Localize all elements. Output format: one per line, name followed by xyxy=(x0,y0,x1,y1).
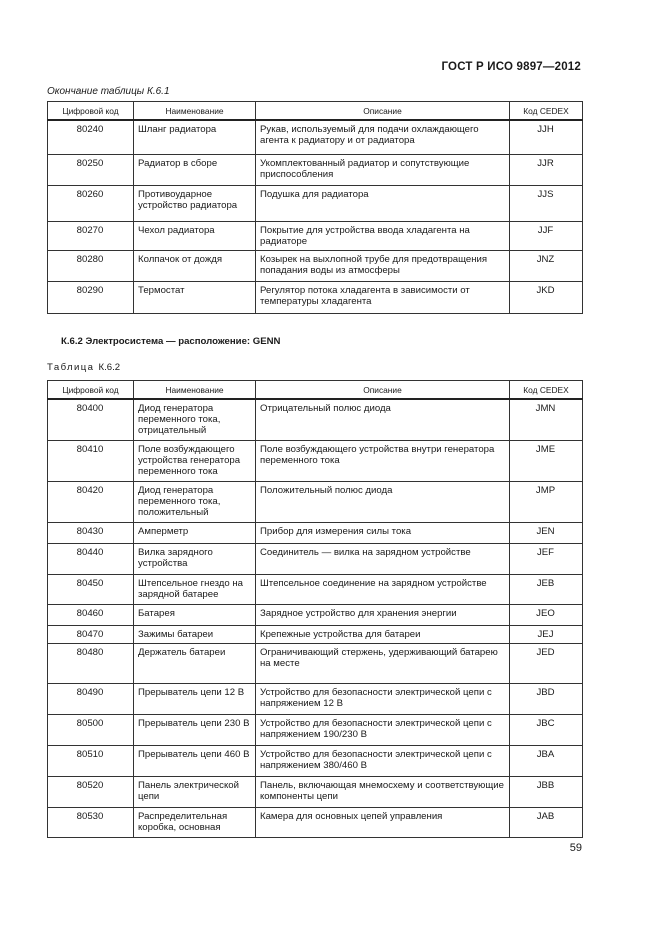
cell-cedex: JBD xyxy=(510,683,583,714)
cell-cedex: JEO xyxy=(510,604,583,625)
cell-code: 80430 xyxy=(48,522,134,543)
cell-code: 80460 xyxy=(48,604,134,625)
cell-name: Чехол радиатора xyxy=(134,221,256,250)
table-row xyxy=(48,543,583,574)
cell-cedex: JKD xyxy=(510,281,583,313)
cell-cedex: JJS xyxy=(510,185,583,221)
cell-code: 80250 xyxy=(48,154,134,185)
table2-caption-number: К.6.2 xyxy=(98,362,121,373)
cell-code: 80470 xyxy=(48,625,134,643)
cell-name: Поле возбуждающего устройства генератора переменного тока xyxy=(134,440,256,481)
cell-cedex: JMN xyxy=(510,399,583,440)
table-row xyxy=(48,522,583,543)
cell-cedex: JJH xyxy=(510,120,583,154)
cell-name: Радиатор в сборе xyxy=(134,154,256,185)
table-row xyxy=(48,574,583,604)
cell-cedex: JJR xyxy=(510,154,583,185)
cell-code: 80240 xyxy=(48,120,134,154)
cell-code: 80490 xyxy=(48,683,134,714)
cell-name: Шланг радиатора xyxy=(134,120,256,154)
cell-description: Положительный полюс диода xyxy=(256,481,510,522)
col-header-description: Описание xyxy=(256,381,510,400)
cell-code: 80280 xyxy=(48,250,134,281)
table-k62 xyxy=(47,380,583,838)
table-row xyxy=(48,221,583,250)
cell-code: 80450 xyxy=(48,574,134,604)
col-header-name: Наименование xyxy=(134,102,256,121)
cell-name: Термостат xyxy=(134,281,256,313)
cell-code: 80400 xyxy=(48,399,134,440)
table-row xyxy=(48,120,583,154)
table-row xyxy=(48,625,583,643)
cell-description: Панель, включающая мнемосхему и соответствующие компоненты цепи xyxy=(256,776,510,807)
cell-description: Крепежные устройства для батареи xyxy=(256,625,510,643)
cell-code: 80510 xyxy=(48,745,134,776)
cell-cedex: JEJ xyxy=(510,625,583,643)
cell-code: 80530 xyxy=(48,807,134,837)
cell-code: 80440 xyxy=(48,543,134,574)
cell-cedex: JEF xyxy=(510,543,583,574)
cell-code: 80290 xyxy=(48,281,134,313)
table-row xyxy=(48,776,583,807)
table-row xyxy=(48,643,583,683)
cell-description: Покрытие для устройства ввода хладагента на радиаторе xyxy=(256,221,510,250)
page-number: 59 xyxy=(569,842,582,854)
cell-cedex: JAB xyxy=(510,807,583,837)
cell-name: Вилка зарядного устройства xyxy=(134,543,256,574)
cell-cedex: JBB xyxy=(510,776,583,807)
cell-cedex: JBA xyxy=(510,745,583,776)
cell-code: 80270 xyxy=(48,221,134,250)
cell-cedex: JMP xyxy=(510,481,583,522)
cell-code: 80420 xyxy=(48,481,134,522)
table-row xyxy=(48,807,583,837)
table-row xyxy=(48,440,583,481)
col-header-cedex: Код CEDEX xyxy=(510,102,583,121)
cell-cedex: JBC xyxy=(510,714,583,745)
cell-description: Штепсельное соединение на зарядном устройстве xyxy=(256,574,510,604)
cell-description: Зарядное устройство для хранения энергии xyxy=(256,604,510,625)
table1-caption: Окончание таблицы К.6.1 xyxy=(47,86,170,97)
table-row xyxy=(48,745,583,776)
cell-description: Устройство для безопасности электрической цепи с напряжением 12 В xyxy=(256,683,510,714)
cell-name: Диод генератора переменного тока, отрицательный xyxy=(134,399,256,440)
table-row xyxy=(48,281,583,313)
cell-name: Распределительная коробка, основная xyxy=(134,807,256,837)
cell-description: Соединитель — вилка на зарядном устройстве xyxy=(256,543,510,574)
table2-caption xyxy=(47,362,120,373)
cell-code: 80480 xyxy=(48,643,134,683)
col-header-cedex: Код CEDEX xyxy=(510,381,583,400)
cell-name: Колпачок от дождя xyxy=(134,250,256,281)
cell-description: Устройство для безопасности электрической цепи с напряжением 380/460 В xyxy=(256,745,510,776)
table-k61-end xyxy=(47,101,583,314)
cell-description: Поле возбуждающего устройства внутри генератора переменного тока xyxy=(256,440,510,481)
table-row xyxy=(48,714,583,745)
table-header-row xyxy=(48,102,583,121)
table-row xyxy=(48,399,583,440)
cell-description: Укомплектованный радиатор и сопутствующие приспособления xyxy=(256,154,510,185)
section-heading: К.6.2 Электросистема — расположение: GENN xyxy=(61,336,281,347)
cell-description: Камера для основных цепей управления xyxy=(256,807,510,837)
table-header-row xyxy=(48,381,583,400)
standard-designation: ГОСТ Р ИСО 9897—2012 xyxy=(441,61,581,73)
cell-name: Прерыватель цепи 12 В xyxy=(134,683,256,714)
col-header-code: Цифровой код xyxy=(48,102,134,121)
cell-description: Ограничивающий стержень, удерживающий батарею на месте xyxy=(256,643,510,683)
table-row xyxy=(48,154,583,185)
cell-description: Регулятор потока хладагента в зависимости от температуры хладагента xyxy=(256,281,510,313)
cell-name: Штепсельное гнездо на зарядной батарее xyxy=(134,574,256,604)
cell-name: Прерыватель цепи 230 В xyxy=(134,714,256,745)
table-row xyxy=(48,481,583,522)
table-row xyxy=(48,604,583,625)
cell-name: Прерыватель цепи 460 В xyxy=(134,745,256,776)
table-row xyxy=(48,683,583,714)
cell-description: Подушка для радиатора xyxy=(256,185,510,221)
cell-code: 80520 xyxy=(48,776,134,807)
cell-cedex: JME xyxy=(510,440,583,481)
cell-cedex: JEN xyxy=(510,522,583,543)
cell-name: Держатель батареи xyxy=(134,643,256,683)
table-row xyxy=(48,250,583,281)
cell-code: 80260 xyxy=(48,185,134,221)
cell-name: Зажимы батареи xyxy=(134,625,256,643)
cell-name: Панель электрической цепи xyxy=(134,776,256,807)
cell-name: Амперметр xyxy=(134,522,256,543)
cell-description: Устройство для безопасности электрической цепи с напряжением 190/230 В xyxy=(256,714,510,745)
col-header-description: Описание xyxy=(256,102,510,121)
cell-name: Батарея xyxy=(134,604,256,625)
cell-description: Отрицательный полюс диода xyxy=(256,399,510,440)
col-header-code: Цифровой код xyxy=(48,381,134,400)
table2-caption-label: Таблица xyxy=(47,362,95,373)
cell-cedex: JNZ xyxy=(510,250,583,281)
cell-description: Козырек на выхлопной трубе для предотвращения попадания воды из атмосферы xyxy=(256,250,510,281)
cell-description: Рукав, используемый для подачи охлаждающего агента к радиатору и от радиатора xyxy=(256,120,510,154)
col-header-name: Наименование xyxy=(134,381,256,400)
cell-name: Диод генератора переменного тока, положительный xyxy=(134,481,256,522)
cell-cedex: JJF xyxy=(510,221,583,250)
cell-cedex: JEB xyxy=(510,574,583,604)
cell-cedex: JED xyxy=(510,643,583,683)
cell-name: Противоударное устройство радиатора xyxy=(134,185,256,221)
cell-description: Прибор для измерения силы тока xyxy=(256,522,510,543)
cell-code: 80500 xyxy=(48,714,134,745)
cell-code: 80410 xyxy=(48,440,134,481)
table-row xyxy=(48,185,583,221)
